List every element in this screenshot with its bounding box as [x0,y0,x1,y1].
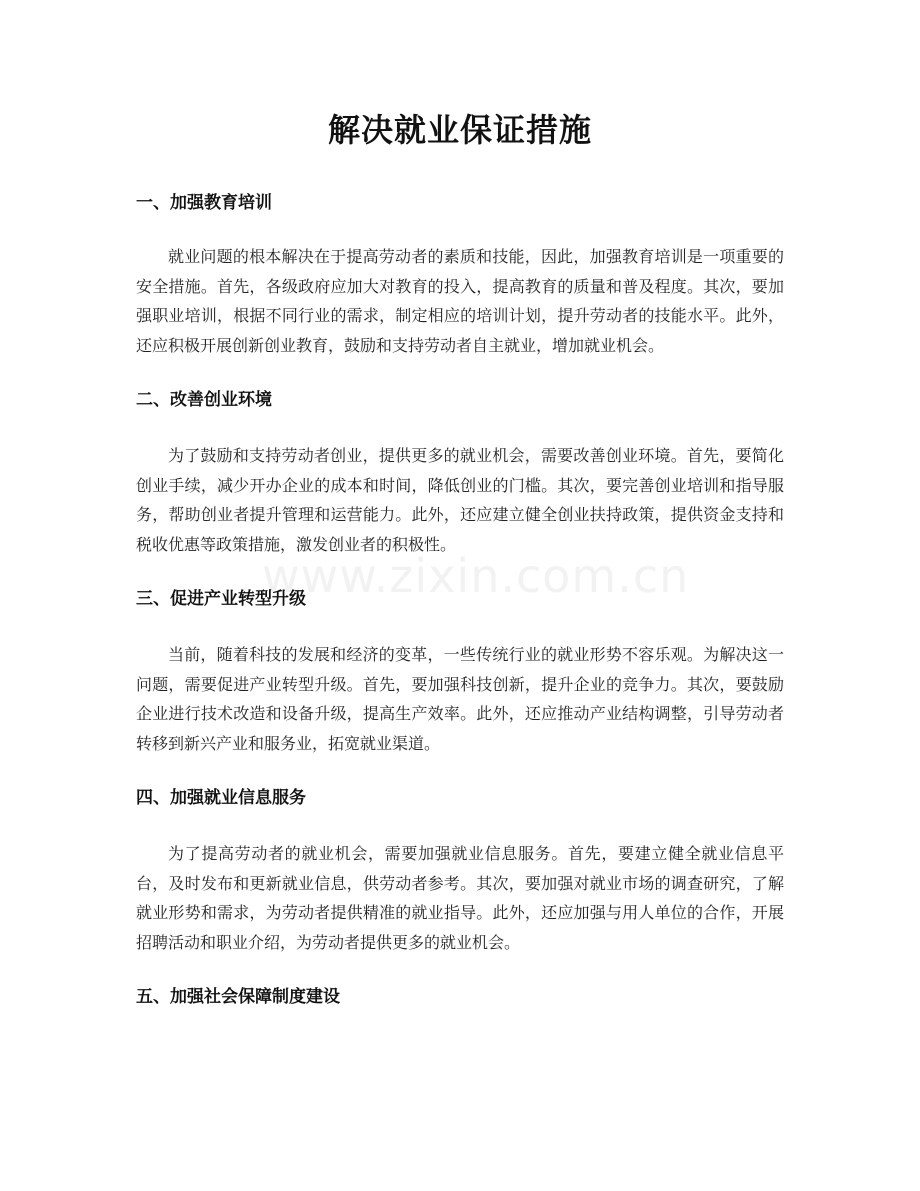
section-heading: 三、促进产业转型升级 [136,589,306,609]
section-paragraph: 当前，随着科技的发展和经济的变革，一些传统行业的就业形势不容乐观。为解决这一问题，需要促进产业转型升级。首先，要加强科技创新，提升企业的竞争力。其次，要鼓励企业进行技术改造和设备升级，提高生产效率。此外，还应推动产业结构调整，引导劳动者转移到新兴产业和服务业，拓宽就业渠道。 [136,645,784,753]
section-paragraph: 为了鼓励和支持劳动者创业，提供更多的就业机会，需要改善创业环境。首先，要简化创业手续，减少开办企业的成本和时间，降低创业的门槛。其次，要完善创业培训和指导服务，帮助创业者提升管理和运营能力。此外，还应建立健全创业扶持政策，提供资金支持和税收优惠等政策措施，激发创业者的积极性。 [136,446,784,554]
section-heading: 五、加强社会保障制度建设 [136,987,340,1007]
document-title: 解决就业保证措施 [327,111,592,149]
section-5 [136,984,784,1010]
section-1 [136,190,784,360]
watermark: www.zixin.com.cn [262,549,690,603]
section-heading: 一、加强教育培训 [136,193,272,213]
section-paragraph: 就业问题的根本解决在于提高劳动者的素质和技能，因此，加强教育培训是一项重要的安全措施。首先，各级政府应加大对教育的投入，提高教育的质量和普及程度。其次，要加强职业培训，根据不同行业的需求，制定相应的培训计划，提升劳动者的技能水平。此外，还应积极开展创新创业教育，鼓励和支持劳动者自主就业，增加就业机会。 [136,247,784,355]
section-paragraph: 为了提高劳动者的就业机会，需要加强就业信息服务。首先，要建立健全就业信息平台，及时发布和更新就业信息，供劳动者参考。其次，要加强对就业市场的调查研究，了解就业形势和需求，为劳动者提供精准的就业指导。此外，还应加强与用人单位的合作，开展招聘活动和职业介绍，为劳动者提供更多的就业机会。 [136,844,784,952]
section-2 [136,387,784,559]
section-heading: 二、改善创业环境 [136,390,272,410]
section-3 [136,586,784,758]
section-heading: 四、加强就业信息服务 [136,788,306,808]
section-4 [136,785,784,957]
